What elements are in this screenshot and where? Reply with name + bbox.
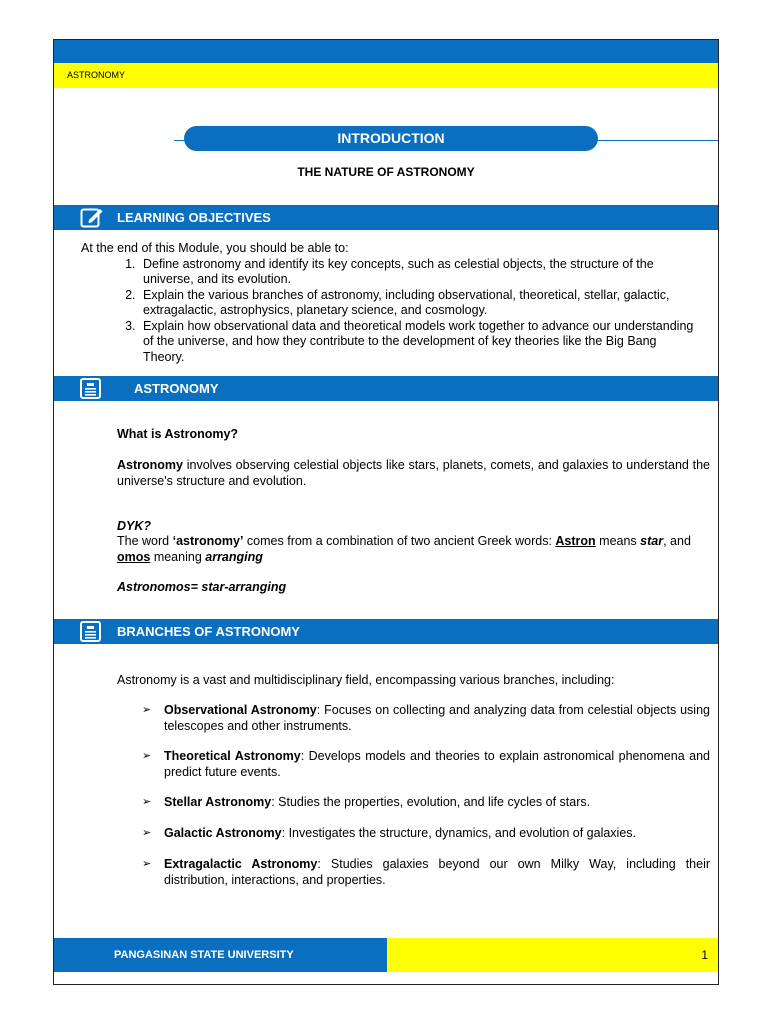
branch-desc: : Focuses on collecting and analyzing data from celestial objects using telescopes and other instruments. [164, 703, 710, 733]
astronomy-heading: ASTRONOMY [134, 381, 219, 396]
arrow-bullet-icon: ➢ [142, 750, 152, 762]
intro-label: INTRODUCTION [184, 126, 598, 151]
astronomy-definition [117, 458, 710, 489]
objectives-section-bar [54, 205, 718, 230]
dyk-label: DYK? [117, 519, 152, 533]
page-number: 1 [387, 938, 718, 972]
astronomy-section-bar [54, 376, 718, 401]
branch-term: Observational Astronomy [164, 703, 317, 717]
astronomos-formula: Astronomos= star-arranging [117, 580, 287, 594]
arrow-bullet-icon: ➢ [142, 827, 152, 839]
top-color-band [54, 40, 718, 63]
branch-term: Stellar Astronomy [164, 795, 272, 809]
branch-term: Extragalactic Astronomy [164, 857, 318, 871]
dyk-text-part: means [595, 534, 641, 548]
dyk-astron: Astron [555, 534, 596, 548]
branch-item [142, 749, 710, 780]
document-icon [80, 621, 102, 642]
footer-institution: PANGASINAN STATE UNIVERSITY [54, 938, 387, 972]
edit-icon [80, 206, 104, 229]
dyk-text-part: The word [117, 534, 173, 548]
arrow-bullet-icon: ➢ [142, 858, 152, 870]
module-page [53, 39, 719, 985]
astronomy-question: What is Astronomy? [117, 427, 239, 441]
dyk-text [117, 534, 710, 565]
dyk-text-part: comes from a combination of two ancient Greek words: [243, 534, 556, 548]
branches-section-bar [54, 619, 718, 644]
definition-term: Astronomy [117, 458, 183, 472]
objectives-list [81, 257, 701, 366]
branches-heading: BRANCHES OF ASTRONOMY [117, 624, 300, 639]
running-header [54, 63, 718, 88]
branch-item [142, 703, 710, 734]
objectives-lead: At the end of this Module, you should be able to: [81, 241, 349, 255]
dyk-star: star [640, 534, 664, 548]
branches-lead: Astronomy is a vast and multidisciplinary field, encompassing various branches, including: [117, 673, 615, 687]
definition-text: involves observing celestial objects like stars, planets, comets, and galaxies to understand the universe's structure and evolution. [117, 458, 710, 488]
document-icon [80, 378, 102, 399]
dyk-omos: omos [117, 549, 151, 564]
branch-desc: : Develops models and theories to explain astronomical phenomena and predict future events. [164, 749, 710, 779]
course-name: ASTRONOMY [67, 70, 126, 80]
objectives-heading: LEARNING OBJECTIVES [117, 210, 271, 225]
objective-item: 2. Explain the various branches of astronomy, including observational, theoretical, stellar, galactic, extragalactic, astrophysics, planetary science, and cosmology. [139, 288, 701, 319]
objective-item: 3. Explain how observational data and theoretical models work together to advance our understanding of the universe, and how they contribute to the development of key theories like the Big Bang Theory. [139, 319, 701, 366]
branch-term: Galactic Astronomy [164, 826, 282, 840]
dyk-text-part: , and [663, 534, 691, 548]
arrow-bullet-icon: ➢ [142, 796, 152, 808]
dyk-text-part: meaning [150, 549, 206, 564]
branch-item [142, 857, 710, 888]
dyk-arranging: arranging [205, 549, 263, 564]
branch-item [142, 795, 710, 811]
branch-desc: : Studies the properties, evolution, and life cycles of stars. [271, 795, 591, 809]
branch-desc: : Investigates the structure, dynamics, and evolution of galaxies. [281, 826, 636, 840]
branch-item [142, 826, 710, 842]
arrow-bullet-icon: ➢ [142, 704, 152, 716]
module-title: THE NATURE OF ASTRONOMY [297, 165, 475, 179]
objectives-content [81, 241, 701, 365]
objective-item: 1. Define astronomy and identify its key concepts, such as celestial objects, the structure of the universe, and its evolution. [139, 257, 701, 288]
dyk-word: ‘astronomy’ [172, 534, 244, 548]
branch-desc: : Studies galaxies beyond our own Milky Way, including their distribution, interactions, and properties. [164, 857, 711, 887]
branch-term: Theoretical Astronomy [164, 749, 301, 763]
